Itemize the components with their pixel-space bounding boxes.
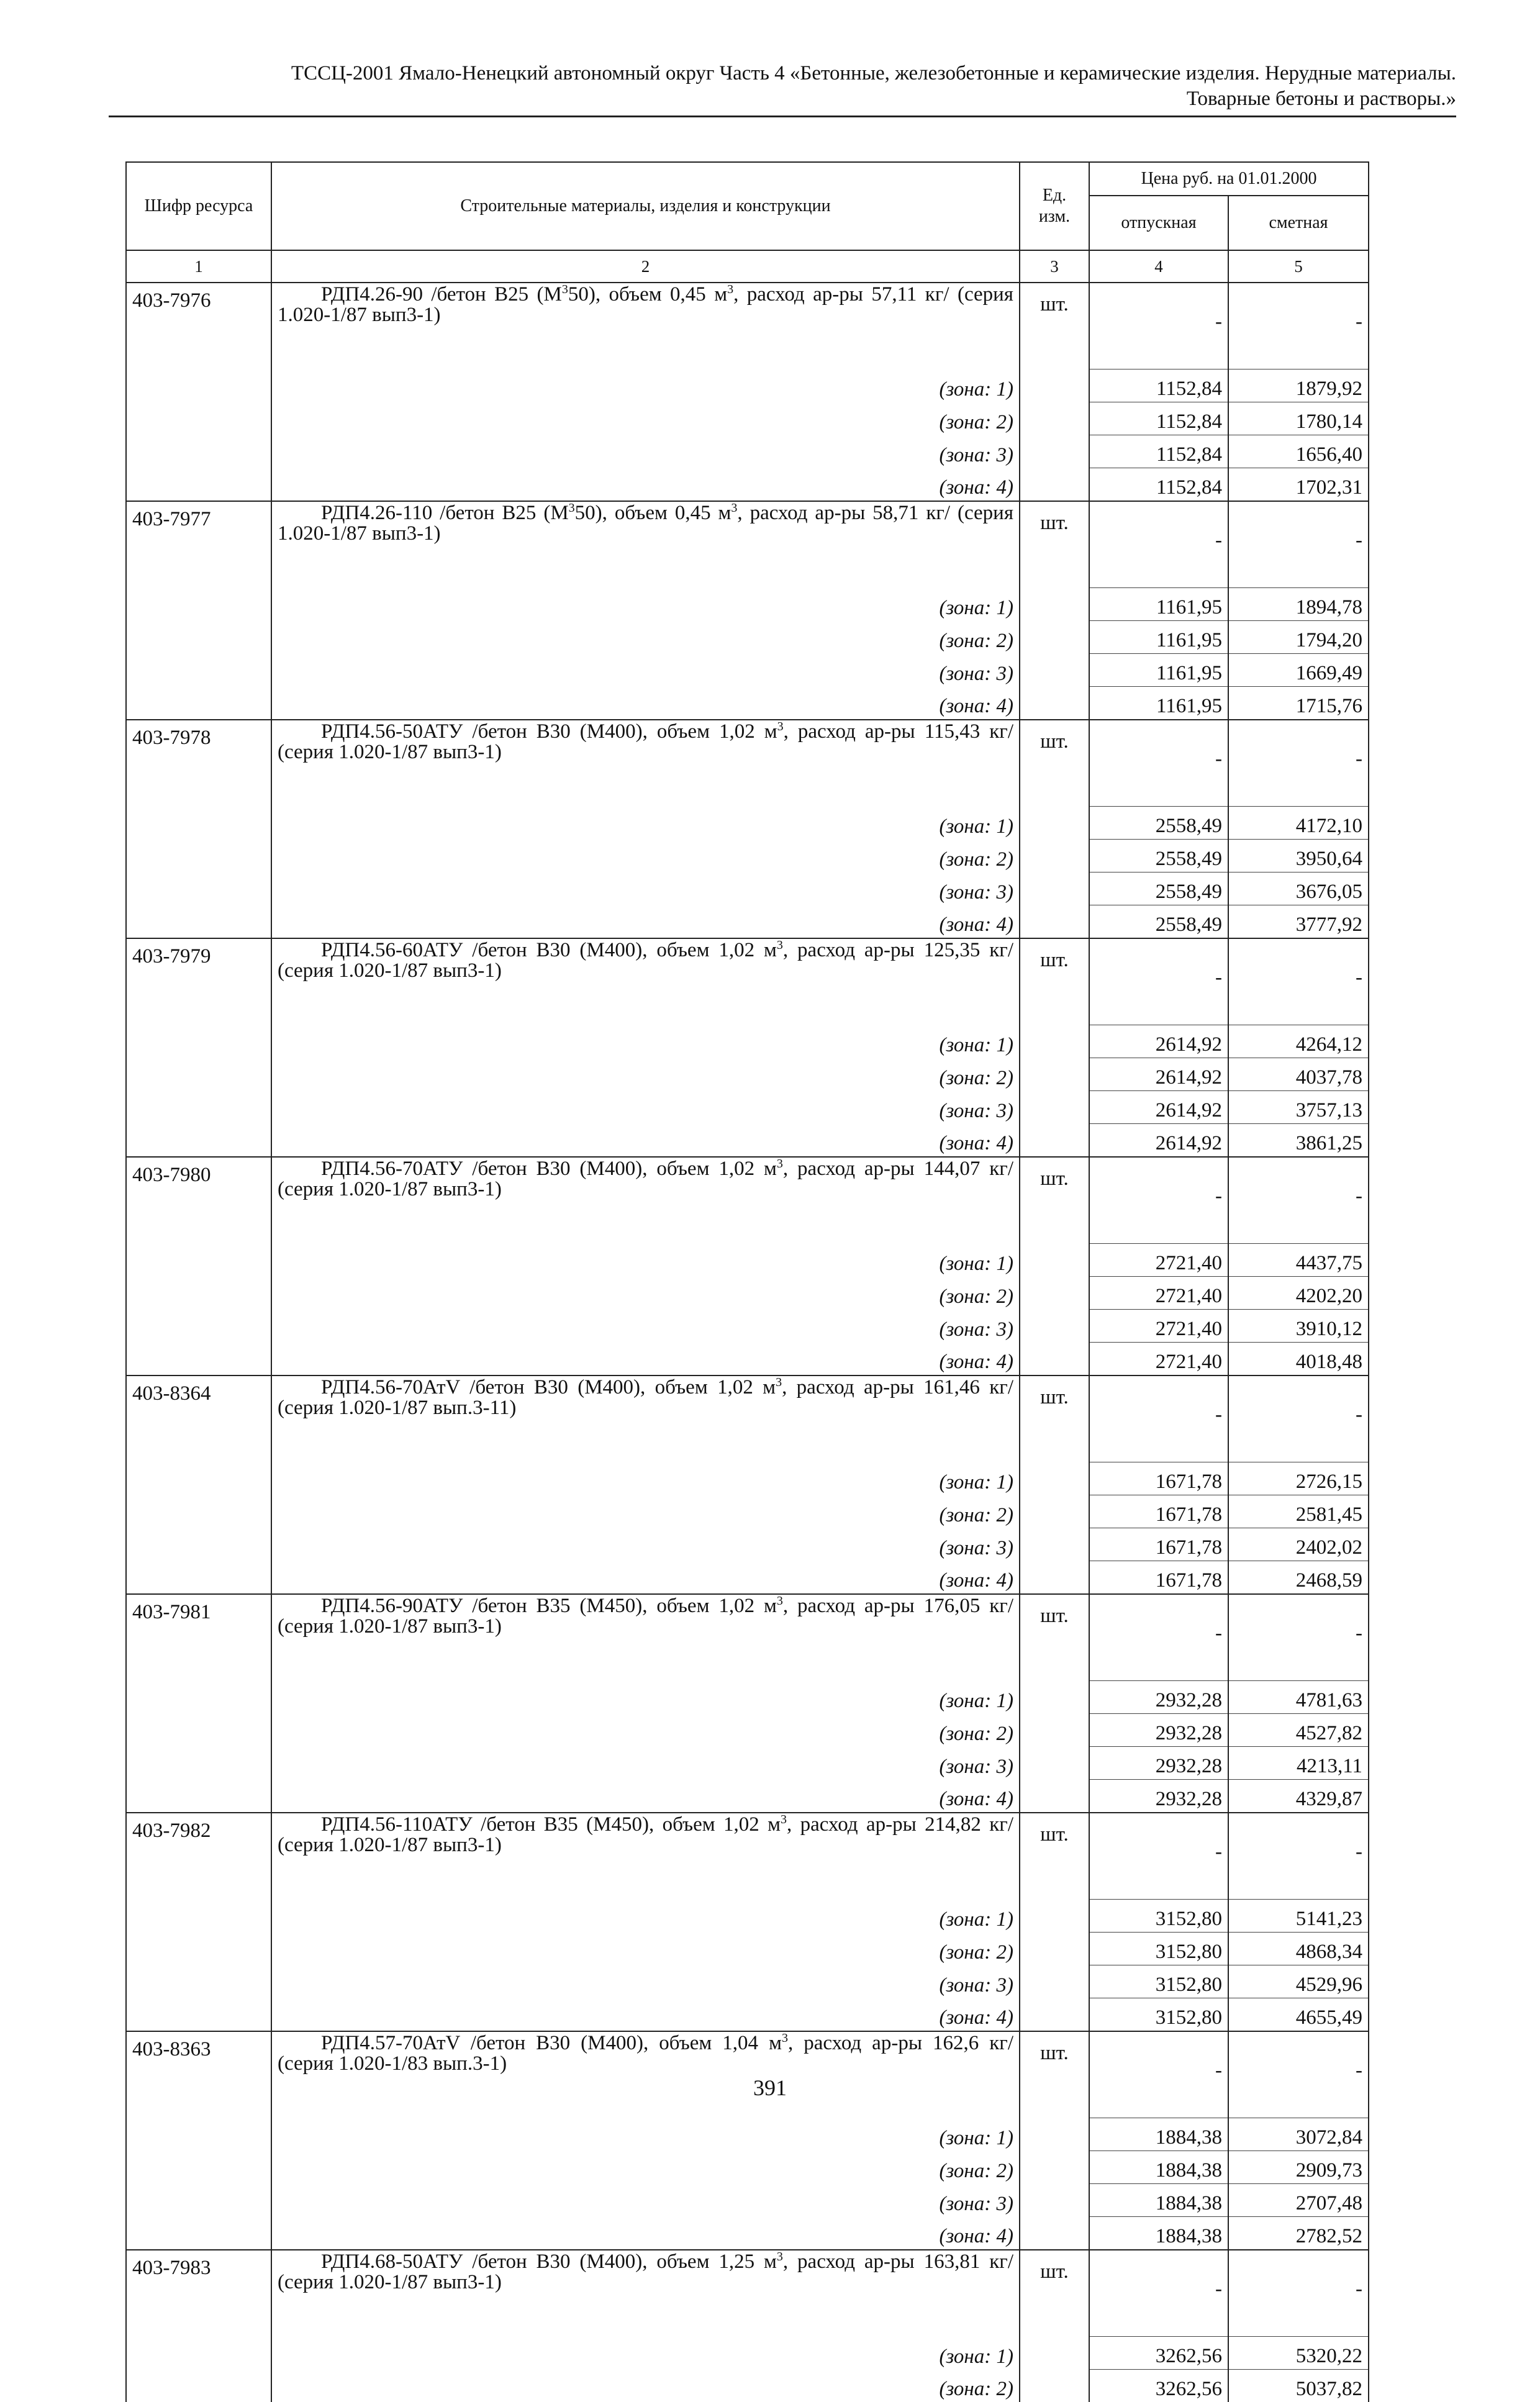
zone-release-price: 3152,80: [1089, 1998, 1228, 2032]
resource-code: 403-7979: [126, 938, 271, 1157]
zone-estimate-price: 4202,20: [1228, 1277, 1369, 1310]
material-description: [271, 938, 1020, 1025]
zone-row: [126, 1900, 1369, 1933]
zone-row: [126, 1343, 1369, 1376]
superscript: 3: [569, 501, 575, 515]
zone-row: [126, 369, 1369, 402]
zone-row: [126, 2217, 1369, 2250]
zone-label: (зона: 2): [271, 1277, 1020, 1310]
zone-row: [126, 1780, 1369, 1813]
column-number: 3: [1020, 250, 1089, 283]
zone-row: [126, 1244, 1369, 1277]
zone-label: (зона: 3): [271, 2184, 1020, 2217]
material-description: [271, 501, 1020, 588]
zone-row: [126, 2151, 1369, 2184]
zone-row: [126, 2118, 1369, 2151]
resource-code: 403-7980: [126, 1157, 271, 1375]
estimate-price: -: [1228, 501, 1369, 588]
column-number: 5: [1228, 250, 1369, 283]
price-table: [125, 161, 1369, 2402]
material-description: [271, 720, 1020, 807]
zone-row: [126, 840, 1369, 872]
material-description: [271, 1813, 1020, 1900]
description-text: РДП4.26-110 /бетон В25 (М: [321, 502, 569, 524]
zone-label: (зона: 4): [271, 1780, 1020, 1813]
superscript: 3: [777, 720, 784, 733]
zone-estimate-price: 5320,22: [1228, 2337, 1369, 2370]
zone-release-price: 2614,92: [1089, 1025, 1228, 1058]
zone-label: (зона: 4): [271, 1124, 1020, 1158]
zone-label: (зона: 4): [271, 905, 1020, 939]
zone-row: [126, 588, 1369, 621]
release-price: -: [1089, 1375, 1228, 1462]
resource-code: 403-7981: [126, 1594, 271, 1813]
zone-estimate-price: 4527,82: [1228, 1714, 1369, 1747]
zone-estimate-price: 4018,48: [1228, 1343, 1369, 1376]
zone-release-price: 2721,40: [1089, 1310, 1228, 1343]
zone-release-price: 2932,28: [1089, 1780, 1228, 1813]
resource-code: 403-7977: [126, 501, 271, 720]
zone-estimate-price: 1715,76: [1228, 687, 1369, 720]
zone-label: (зона: 4): [271, 468, 1020, 502]
resource-code: 403-7976: [126, 283, 271, 501]
zone-estimate-price: 2782,52: [1228, 2217, 1369, 2250]
zone-label: (зона: 1): [271, 1681, 1020, 1714]
estimate-price: -: [1228, 2031, 1369, 2118]
column-number: 4: [1089, 250, 1228, 283]
zone-label: (зона: 1): [271, 2118, 1020, 2151]
zone-row: [126, 1747, 1369, 1780]
zone-release-price: 2614,92: [1089, 1124, 1228, 1158]
zone-release-price: 2558,49: [1089, 807, 1228, 840]
superscript: 3: [777, 1157, 783, 1171]
zone-estimate-price: 2402,02: [1228, 1528, 1369, 1561]
zone-release-price: 3152,80: [1089, 1933, 1228, 1965]
table-row: [126, 283, 1369, 369]
description-text: РДП4.56-50АТУ /бетон В30 (М400), объем 1,02 м: [321, 720, 777, 743]
zone-release-price: 1884,38: [1089, 2184, 1228, 2217]
zone-estimate-price: 2581,45: [1228, 1495, 1369, 1528]
zone-release-price: 1161,95: [1089, 687, 1228, 720]
header-estimate-price: сметная: [1228, 196, 1369, 250]
zone-estimate-price: 3072,84: [1228, 2118, 1369, 2151]
zone-row: [126, 1495, 1369, 1528]
zone-label: (зона: 3): [271, 435, 1020, 468]
description-text: , расход ар-ры 162,6 кг/ (серия 1.020-1/83 вып.3-1): [278, 2032, 1013, 2075]
description-text: РДП4.56-70АТУ /бетон В30 (М400), объем 1,02 м: [321, 1158, 777, 1180]
zone-release-price: 2558,49: [1089, 905, 1228, 939]
header-materials: Строительные материалы, изделия и конструкции: [271, 162, 1020, 250]
zone-estimate-price: 4529,96: [1228, 1965, 1369, 1998]
zone-estimate-price: 4213,11: [1228, 1747, 1369, 1780]
description-text: 50), объем 0,45 м: [575, 502, 732, 524]
unit-cell: шт.: [1020, 938, 1089, 1157]
zone-estimate-price: 1780,14: [1228, 402, 1369, 435]
description-text: 50), объем 0,45 м: [568, 283, 727, 306]
zone-release-price: 3152,80: [1089, 1900, 1228, 1933]
superscript: 3: [777, 2250, 783, 2264]
zone-label: (зона: 1): [271, 1462, 1020, 1495]
zone-estimate-price: 4329,87: [1228, 1780, 1369, 1813]
superscript: 3: [731, 501, 737, 515]
zone-row: [126, 2184, 1369, 2217]
zone-label: (зона: 1): [271, 2337, 1020, 2370]
zone-label: (зона: 3): [271, 1965, 1020, 1998]
zone-estimate-price: 3777,92: [1228, 905, 1369, 939]
zone-row: [126, 1462, 1369, 1495]
resource-code: 403-7982: [126, 1813, 271, 2031]
zone-label: (зона: 2): [271, 1933, 1020, 1965]
zone-row: [126, 1091, 1369, 1124]
table-row: [126, 1594, 1369, 1681]
zone-label: (зона: 2): [271, 402, 1020, 435]
estimate-price: -: [1228, 283, 1369, 369]
header-line-2: Товарные бетоны и растворы.»: [109, 86, 1456, 112]
page-number: 391: [0, 2075, 1540, 2101]
resource-code: 403-8363: [126, 2031, 271, 2250]
zone-estimate-price: 2909,73: [1228, 2151, 1369, 2184]
unit-cell: шт.: [1020, 501, 1089, 720]
zone-estimate-price: 5141,23: [1228, 1900, 1369, 1933]
zone-label: (зона: 1): [271, 588, 1020, 621]
zone-label: (зона: 1): [271, 1025, 1020, 1058]
description-text: , расход ар-ры 176,05 кг/ (серия 1.020-1/87 вып3-1): [278, 1595, 1013, 1638]
zone-estimate-price: 4037,78: [1228, 1058, 1369, 1091]
unit-cell: шт.: [1020, 1375, 1089, 1594]
zone-release-price: 1671,78: [1089, 1462, 1228, 1495]
zone-label: (зона: 3): [271, 1310, 1020, 1343]
material-description: [271, 2250, 1020, 2337]
zone-estimate-price: 1894,78: [1228, 588, 1369, 621]
zone-row: [126, 2370, 1369, 2402]
zone-release-price: 1671,78: [1089, 1528, 1228, 1561]
zone-row: [126, 1965, 1369, 1998]
zone-row: [126, 2337, 1369, 2370]
zone-estimate-price: 1702,31: [1228, 468, 1369, 502]
zone-row: [126, 468, 1369, 502]
header-line-1: ТССЦ-2001 Ямало-Ненецкий автономный округ Часть 4 «Бетонные, железобетонные и керамические изделия. Нерудные материалы.: [109, 61, 1456, 86]
superscript: 3: [781, 1813, 787, 1826]
table-row: [126, 1813, 1369, 1900]
zone-release-price: 2614,92: [1089, 1091, 1228, 1124]
zone-release-price: 1671,78: [1089, 1561, 1228, 1595]
zone-release-price: 2932,28: [1089, 1747, 1228, 1780]
zone-estimate-price: 4781,63: [1228, 1681, 1369, 1714]
release-price: -: [1089, 2250, 1228, 2337]
zone-estimate-price: 3910,12: [1228, 1310, 1369, 1343]
resource-code: 403-7978: [126, 720, 271, 938]
header-price-group: Цена руб. на 01.01.2000: [1089, 162, 1369, 196]
description-text: , расход ар-ры 125,35 кг/ (серия 1.020-1/87 вып3-1): [278, 939, 1013, 982]
zone-estimate-price: 1794,20: [1228, 621, 1369, 654]
zone-estimate-price: 2726,15: [1228, 1462, 1369, 1495]
zone-label: (зона: 3): [271, 1528, 1020, 1561]
material-description: [271, 283, 1020, 369]
zone-label: (зона: 4): [271, 2217, 1020, 2250]
zone-estimate-price: 4868,34: [1228, 1933, 1369, 1965]
zone-label: (зона: 1): [271, 1244, 1020, 1277]
zone-estimate-price: 3861,25: [1228, 1124, 1369, 1158]
header-unit: Ед. изм.: [1020, 162, 1089, 250]
zone-release-price: 1152,84: [1089, 402, 1228, 435]
zone-label: (зона: 4): [271, 1561, 1020, 1595]
estimate-price: -: [1228, 720, 1369, 807]
zone-release-price: 3262,56: [1089, 2337, 1228, 2370]
zone-release-price: 1161,95: [1089, 588, 1228, 621]
unit-cell: шт.: [1020, 1594, 1089, 1813]
unit-cell: шт.: [1020, 1157, 1089, 1375]
zone-label: (зона: 1): [271, 807, 1020, 840]
zone-release-price: 3152,80: [1089, 1965, 1228, 1998]
zone-row: [126, 872, 1369, 905]
estimate-price: -: [1228, 938, 1369, 1025]
zone-label: (зона: 3): [271, 1747, 1020, 1780]
description-text: РДП4.56-110АТУ /бетон В35 (М450), объем 1,02 м: [321, 1813, 781, 1836]
zone-release-price: 2932,28: [1089, 1714, 1228, 1747]
zone-label: (зона: 1): [271, 1900, 1020, 1933]
table-row: [126, 720, 1369, 807]
zone-row: [126, 1277, 1369, 1310]
zone-estimate-price: 3676,05: [1228, 872, 1369, 905]
estimate-price: -: [1228, 1157, 1369, 1244]
release-price: -: [1089, 1813, 1228, 1900]
zone-estimate-price: 1669,49: [1228, 654, 1369, 687]
zone-row: [126, 687, 1369, 720]
zone-label: (зона: 2): [271, 2370, 1020, 2402]
column-number: 1: [126, 250, 271, 283]
superscript: 3: [777, 1594, 783, 1608]
zone-release-price: 1161,95: [1089, 621, 1228, 654]
running-header: [109, 61, 1456, 112]
zone-release-price: 2932,28: [1089, 1681, 1228, 1714]
superscript: 3: [777, 938, 783, 952]
zone-row: [126, 905, 1369, 939]
unit-cell: шт.: [1020, 2031, 1089, 2250]
release-price: -: [1089, 1157, 1228, 1244]
zone-row: [126, 1528, 1369, 1561]
zone-row: [126, 1058, 1369, 1091]
description-text: РДП4.56-70АтV /бетон В30 (М400), объем 1,02 м: [321, 1376, 776, 1398]
release-price: -: [1089, 501, 1228, 588]
release-price: -: [1089, 938, 1228, 1025]
zone-release-price: 1884,38: [1089, 2217, 1228, 2250]
zone-row: [126, 435, 1369, 468]
description-text: , расход ар-ры 163,81 кг/ (серия 1.020-1/87 вып3-1): [278, 2250, 1013, 2293]
estimate-price: -: [1228, 1813, 1369, 1900]
zone-estimate-price: 5037,82: [1228, 2370, 1369, 2402]
superscript: 3: [776, 1375, 782, 1389]
resource-code: 403-7983: [126, 2250, 271, 2402]
description-text: , расход ар-ры 144,07 кг/ (серия 1.020-1/87 вып3-1): [278, 1158, 1013, 1200]
zone-row: [126, 654, 1369, 687]
zone-label: (зона: 2): [271, 621, 1020, 654]
zone-release-price: 1671,78: [1089, 1495, 1228, 1528]
description-text: , расход ар-ры 57,11 кг/ (серия 1.020-1/87 вып3-1): [278, 283, 1013, 326]
zone-release-price: 3262,56: [1089, 2370, 1228, 2402]
description-text: РДП4.26-90 /бетон В25 (М: [321, 283, 562, 306]
zone-estimate-price: 4437,75: [1228, 1244, 1369, 1277]
header-release-price: отпускная: [1089, 196, 1228, 250]
zone-estimate-price: 3757,13: [1228, 1091, 1369, 1124]
zone-row: [126, 1933, 1369, 1965]
unit-cell: шт.: [1020, 2250, 1089, 2402]
description-text: , расход ар-ры 161,46 кг/ (серия 1.020-1/87 вып.3-11): [278, 1376, 1013, 1419]
zone-label: (зона: 2): [271, 2151, 1020, 2184]
zone-release-price: 2558,49: [1089, 872, 1228, 905]
zone-row: [126, 807, 1369, 840]
header-code: Шифр ресурса: [126, 162, 271, 250]
zone-release-price: 2614,92: [1089, 1058, 1228, 1091]
zone-label: (зона: 2): [271, 1058, 1020, 1091]
zone-label: (зона: 1): [271, 369, 1020, 402]
material-description: [271, 1157, 1020, 1244]
description-text: , расход ар-ры 214,82 кг/ (серия 1.020-1/87 вып3-1): [278, 1813, 1013, 1856]
release-price: -: [1089, 1594, 1228, 1681]
material-description: [271, 1375, 1020, 1462]
zone-release-price: 2721,40: [1089, 1277, 1228, 1310]
zone-row: [126, 1124, 1369, 1158]
release-price: -: [1089, 720, 1228, 807]
zone-label: (зона: 4): [271, 1343, 1020, 1376]
zone-release-price: 1152,84: [1089, 369, 1228, 402]
description-text: РДП4.56-90АТУ /бетон В35 (М450), объем 1,02 м: [321, 1595, 777, 1617]
zone-release-price: 1884,38: [1089, 2118, 1228, 2151]
zone-row: [126, 1310, 1369, 1343]
zone-row: [126, 1561, 1369, 1595]
description-text: , расход ар-ры 58,71 кг/ (серия 1.020-1/87 вып3-1): [278, 502, 1013, 545]
zone-row: [126, 621, 1369, 654]
zone-estimate-price: 4172,10: [1228, 807, 1369, 840]
zone-row: [126, 1998, 1369, 2032]
description-text: РДП4.56-60АТУ /бетон В30 (М400), объем 1,02 м: [321, 939, 777, 961]
zone-estimate-price: 1879,92: [1228, 369, 1369, 402]
zone-label: (зона: 4): [271, 1998, 1020, 2032]
zone-label: (зона: 2): [271, 1714, 1020, 1747]
zone-row: [126, 1025, 1369, 1058]
zone-estimate-price: 3950,64: [1228, 840, 1369, 872]
material-description: [271, 1594, 1020, 1681]
release-price: -: [1089, 283, 1228, 369]
description-text: РДП4.68-50АТУ /бетон В30 (М400), объем 1,25 м: [321, 2250, 777, 2273]
table-row: [126, 2250, 1369, 2337]
zone-row: [126, 1681, 1369, 1714]
zone-estimate-price: 4264,12: [1228, 1025, 1369, 1058]
column-number: 2: [271, 250, 1020, 283]
unit-cell: шт.: [1020, 1813, 1089, 2031]
zone-label: (зона: 3): [271, 654, 1020, 687]
zone-estimate-price: 2468,59: [1228, 1561, 1369, 1595]
superscript: 3: [562, 283, 568, 296]
unit-cell: шт.: [1020, 720, 1089, 938]
resource-code: 403-8364: [126, 1375, 271, 1594]
header-rule: [109, 116, 1456, 117]
estimate-price: -: [1228, 1594, 1369, 1681]
zone-label: (зона: 3): [271, 872, 1020, 905]
zone-estimate-price: 4655,49: [1228, 1998, 1369, 2032]
zone-estimate-price: 2707,48: [1228, 2184, 1369, 2217]
table-row: [126, 501, 1369, 588]
unit-cell: шт.: [1020, 283, 1089, 501]
zone-release-price: 1152,84: [1089, 435, 1228, 468]
zone-release-price: 1161,95: [1089, 654, 1228, 687]
estimate-price: -: [1228, 1375, 1369, 1462]
zone-release-price: 2558,49: [1089, 840, 1228, 872]
table-row: [126, 938, 1369, 1025]
table-row: [126, 1375, 1369, 1462]
zone-release-price: 2721,40: [1089, 1244, 1228, 1277]
zone-release-price: 2721,40: [1089, 1343, 1228, 1376]
estimate-price: -: [1228, 2250, 1369, 2337]
zone-label: (зона: 3): [271, 1091, 1020, 1124]
release-price: -: [1089, 2031, 1228, 2118]
zone-label: (зона: 2): [271, 840, 1020, 872]
zone-release-price: 1152,84: [1089, 468, 1228, 502]
zone-label: (зона: 4): [271, 687, 1020, 720]
zone-release-price: 1884,38: [1089, 2151, 1228, 2184]
table-row: [126, 1157, 1369, 1244]
zone-row: [126, 1714, 1369, 1747]
superscript: 3: [782, 2031, 788, 2045]
description-text: РДП4.57-70АтV /бетон В30 (М400), объем 1,04 м: [321, 2032, 782, 2054]
zone-row: [126, 402, 1369, 435]
zone-label: (зона: 2): [271, 1495, 1020, 1528]
description-text: , расход ар-ры 115,43 кг/ (серия 1.020-1/87 вып3-1): [278, 720, 1013, 763]
superscript: 3: [727, 283, 733, 296]
zone-estimate-price: 1656,40: [1228, 435, 1369, 468]
